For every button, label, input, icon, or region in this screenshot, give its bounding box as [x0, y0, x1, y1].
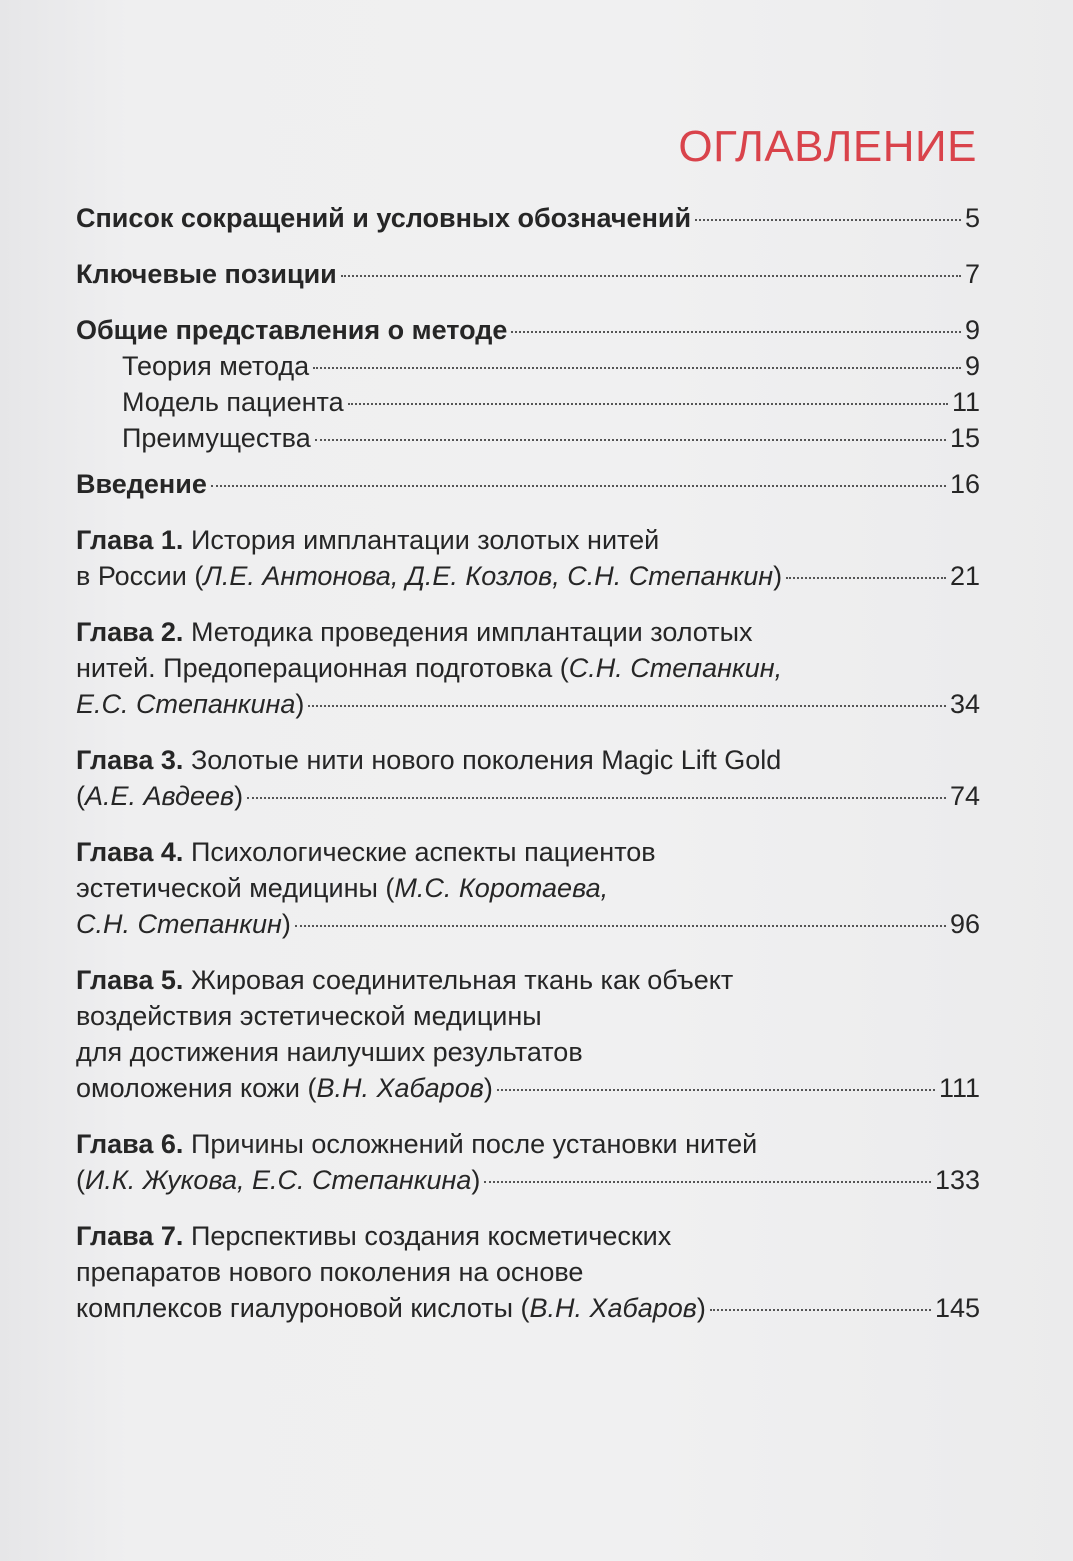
closing-paren: ) — [234, 781, 244, 811]
toc-entry-introduction — [76, 466, 980, 502]
entry-title: Введение — [76, 469, 207, 499]
entry-title: Ключевые позиции — [76, 259, 337, 289]
chapter-authors: Е.С. Степанкина — [76, 689, 296, 719]
chapter-label: Глава 3. — [76, 745, 184, 775]
dot-leader — [341, 275, 961, 277]
toc-entry-chapter-6 — [76, 1126, 980, 1198]
chapter-authors: С.Н. Степанкин — [76, 909, 282, 939]
closing-paren: ) — [281, 909, 291, 939]
chapter-title-line: эстетической медицины ( — [76, 873, 395, 903]
page-number: 96 — [949, 909, 980, 939]
page-number: 21 — [949, 561, 980, 591]
dot-leader — [308, 705, 946, 707]
page-number: 34 — [949, 689, 980, 719]
chapter-authors: В.Н. Хабаров — [529, 1293, 697, 1323]
chapter-title-line: омоложения кожи ( — [76, 1073, 317, 1103]
chapter-title-line: Жировая соединительная ткань как объект — [190, 965, 734, 995]
page-number: 16 — [949, 469, 980, 499]
chapter-title-line: Психологические аспекты пациентов — [190, 837, 656, 867]
chapter-title-line: Перспективы создания косметических — [190, 1221, 672, 1251]
toc-entry-general — [76, 312, 980, 348]
toc-entry-chapter-5 — [76, 962, 980, 1106]
entry-title: Модель пациента — [122, 387, 344, 417]
chapter-label: Глава 7. — [76, 1221, 184, 1251]
chapter-title-line: для достижения наилучших результатов — [76, 1037, 583, 1067]
toc-entry-chapter-7 — [76, 1218, 980, 1326]
dot-leader — [786, 577, 946, 579]
chapter-label: Глава 4. — [76, 837, 184, 867]
toc-entry-key-positions — [76, 256, 980, 292]
closing-paren: ) — [696, 1293, 706, 1323]
chapter-authors: М.С. Коротаева, — [394, 873, 609, 903]
toc-subentry-advantages — [76, 420, 980, 456]
table-of-contents — [76, 200, 980, 1326]
toc-entry-chapter-1 — [76, 522, 980, 594]
closing-paren: ) — [295, 689, 305, 719]
open-paren: ( — [76, 1165, 85, 1195]
chapter-label: Глава 6. — [76, 1129, 184, 1159]
page-number: 9 — [964, 351, 980, 381]
page-number: 15 — [949, 423, 980, 453]
chapter-authors: В.Н. Хабаров — [316, 1073, 484, 1103]
chapter-authors: А.Е. Авдеев — [85, 781, 235, 811]
chapter-title-line: комплексов гиалуроновой кислоты ( — [76, 1293, 530, 1323]
toc-subentry-theory — [76, 348, 980, 384]
chapter-title-line: в России ( — [76, 561, 204, 591]
toc-entry-abbreviations — [76, 200, 980, 236]
page-number: 9 — [964, 315, 980, 345]
open-paren: ( — [76, 781, 85, 811]
dot-leader — [511, 331, 961, 333]
chapter-title-line: Причины осложнений после установки нитей — [190, 1129, 758, 1159]
page-number: 7 — [964, 259, 980, 289]
chapter-label: Глава 2. — [76, 617, 184, 647]
closing-paren: ) — [483, 1073, 493, 1103]
dot-leader — [313, 367, 961, 369]
chapter-title-line: Методика проведения имплантации золотых — [190, 617, 753, 647]
closing-paren: ) — [773, 561, 783, 591]
chapter-title-line: Золотые нити нового поколения Magic Lift Gold — [190, 745, 782, 775]
toc-subentry-model — [76, 384, 980, 420]
dot-leader — [348, 403, 948, 405]
closing-paren: ) — [471, 1165, 481, 1195]
page-number: 74 — [949, 781, 980, 811]
dot-leader — [710, 1309, 931, 1311]
toc-entry-chapter-3 — [76, 742, 980, 814]
chapter-title-line: препаратов нового поколения на основе — [76, 1257, 584, 1287]
chapter-title-line: нитей. Предоперационная подготовка ( — [76, 653, 569, 683]
page-number: 145 — [934, 1293, 980, 1323]
dot-leader — [484, 1181, 931, 1183]
chapter-title-line: воздействия эстетической медицины — [76, 1001, 542, 1031]
page-title: ОГЛАВЛЕНИЕ — [678, 122, 977, 171]
page-number: 133 — [934, 1165, 980, 1195]
chapter-label: Глава 1. — [76, 525, 184, 555]
entry-title: Теория метода — [122, 351, 310, 381]
chapter-authors: И.К. Жукова, Е.С. Степанкина — [85, 1165, 472, 1195]
dot-leader — [295, 925, 946, 927]
dot-leader — [497, 1089, 935, 1091]
chapter-title-line: История имплантации золотых нитей — [190, 525, 660, 555]
chapter-label: Глава 5. — [76, 965, 184, 995]
dot-leader — [247, 797, 946, 799]
page-number: 11 — [951, 387, 980, 417]
page-number: 111 — [938, 1073, 980, 1103]
dot-leader — [695, 219, 961, 221]
entry-title: Преимущества — [122, 423, 311, 453]
dot-leader — [315, 439, 946, 441]
toc-entry-chapter-2 — [76, 614, 980, 722]
page-number: 5 — [964, 203, 980, 233]
chapter-authors: С.Н. Степанкин, — [568, 653, 783, 683]
entry-title: Список сокращений и условных обозначений — [76, 203, 692, 233]
entry-title: Общие представления о методе — [76, 315, 508, 345]
dot-leader — [211, 485, 946, 487]
toc-entry-chapter-4 — [76, 834, 980, 942]
chapter-authors: Л.Е. Антонова, Д.Е. Козлов, С.Н. Степанкин — [203, 561, 774, 591]
